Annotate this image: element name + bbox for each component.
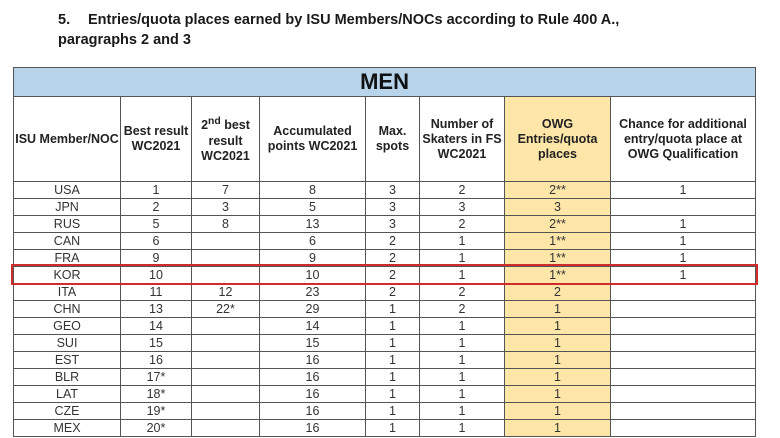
cell-accumulated: 16	[260, 386, 366, 403]
table-row	[14, 301, 756, 318]
cell-skaters: 1	[420, 233, 505, 250]
cell-chance: 1	[611, 182, 756, 199]
table-row	[14, 386, 756, 403]
cell-owg: 1**	[505, 233, 611, 250]
table-row	[14, 369, 756, 386]
cell-skaters: 2	[420, 284, 505, 301]
cell-chance	[611, 369, 756, 386]
col-header-chance: Chance for additional entry/quota place at OWG Qualification	[611, 97, 756, 182]
cell-skaters: 1	[420, 403, 505, 420]
cell-second	[192, 403, 260, 420]
cell-chance	[611, 301, 756, 318]
cell-second	[192, 352, 260, 369]
cell-best: 15	[121, 335, 192, 352]
cell-max-spots: 1	[366, 352, 420, 369]
cell-best: 5	[121, 216, 192, 233]
cell-best: 14	[121, 318, 192, 335]
cell-skaters: 1	[420, 369, 505, 386]
section-heading	[58, 10, 619, 50]
cell-max-spots: 3	[366, 216, 420, 233]
cell-max-spots: 1	[366, 386, 420, 403]
cell-second: 22*	[192, 301, 260, 318]
table-row	[14, 335, 756, 352]
cell-accumulated: 23	[260, 284, 366, 301]
cell-skaters: 3	[420, 199, 505, 216]
table-row	[14, 182, 756, 199]
col-header-accumulated: Accumulated points WC2021	[260, 97, 366, 182]
second-pre: 2	[201, 118, 209, 133]
col-header-skaters: Number of Skaters in FS WC2021	[420, 97, 505, 182]
cell-skaters: 1	[420, 352, 505, 369]
cell-chance: 1	[611, 267, 756, 284]
cell-skaters: 2	[420, 216, 505, 233]
table-body	[14, 182, 756, 437]
cell-max-spots: 1	[366, 403, 420, 420]
cell-owg: 1	[505, 301, 611, 318]
col-header-noc: ISU Member/NOC	[14, 97, 121, 182]
quota-table	[13, 67, 756, 437]
cell-noc: CAN	[14, 233, 121, 250]
cell-max-spots: 2	[366, 284, 420, 301]
cell-best: 1	[121, 182, 192, 199]
cell-noc: CZE	[14, 403, 121, 420]
second-sup: nd	[208, 116, 221, 128]
cell-accumulated: 6	[260, 233, 366, 250]
table-row	[14, 284, 756, 301]
cell-owg: 1	[505, 403, 611, 420]
cell-owg: 2**	[505, 182, 611, 199]
cell-owg: 1**	[505, 267, 611, 284]
cell-second: 12	[192, 284, 260, 301]
table-row	[14, 403, 756, 420]
cell-accumulated: 29	[260, 301, 366, 318]
cell-noc: SUI	[14, 335, 121, 352]
cell-skaters: 1	[420, 420, 505, 437]
table-row	[14, 267, 756, 284]
cell-accumulated: 16	[260, 420, 366, 437]
cell-second	[192, 267, 260, 284]
cell-noc: MEX	[14, 420, 121, 437]
cell-chance	[611, 403, 756, 420]
cell-owg: 1**	[505, 250, 611, 267]
cell-accumulated: 16	[260, 352, 366, 369]
cell-second	[192, 250, 260, 267]
cell-owg: 1	[505, 352, 611, 369]
cell-best: 6	[121, 233, 192, 250]
cell-chance: 1	[611, 216, 756, 233]
cell-chance	[611, 386, 756, 403]
cell-noc: USA	[14, 182, 121, 199]
cell-best: 18*	[121, 386, 192, 403]
cell-second	[192, 386, 260, 403]
section-number: 5.	[58, 12, 71, 28]
cell-accumulated: 9	[260, 250, 366, 267]
cell-accumulated: 10	[260, 267, 366, 284]
cell-chance: 1	[611, 233, 756, 250]
cell-max-spots: 3	[366, 182, 420, 199]
table-row	[14, 216, 756, 233]
heading-line-2: paragraphs 2 and 3	[58, 32, 191, 48]
cell-second	[192, 420, 260, 437]
cell-skaters: 1	[420, 386, 505, 403]
cell-max-spots: 3	[366, 199, 420, 216]
cell-best: 11	[121, 284, 192, 301]
cell-owg: 1	[505, 318, 611, 335]
table-row	[14, 233, 756, 250]
cell-chance	[611, 284, 756, 301]
table-row	[14, 420, 756, 437]
cell-best: 2	[121, 199, 192, 216]
col-header-max-spots: Max. spots	[366, 97, 420, 182]
cell-chance: 1	[611, 250, 756, 267]
cell-skaters: 1	[420, 335, 505, 352]
table-row	[14, 318, 756, 335]
col-header-owg: OWG Entries/quota places	[505, 97, 611, 182]
cell-chance	[611, 420, 756, 437]
cell-owg: 2**	[505, 216, 611, 233]
cell-second	[192, 233, 260, 250]
cell-accumulated: 14	[260, 318, 366, 335]
cell-best: 19*	[121, 403, 192, 420]
cell-chance	[611, 318, 756, 335]
table-row	[14, 199, 756, 216]
table-row	[14, 352, 756, 369]
cell-max-spots: 1	[366, 318, 420, 335]
table-title: MEN	[14, 68, 756, 97]
cell-noc: LAT	[14, 386, 121, 403]
cell-owg: 1	[505, 386, 611, 403]
cell-noc: GEO	[14, 318, 121, 335]
cell-max-spots: 1	[366, 301, 420, 318]
cell-max-spots: 2	[366, 267, 420, 284]
cell-max-spots: 2	[366, 250, 420, 267]
cell-accumulated: 15	[260, 335, 366, 352]
cell-second: 8	[192, 216, 260, 233]
cell-owg: 1	[505, 369, 611, 386]
cell-noc: CHN	[14, 301, 121, 318]
cell-best: 17*	[121, 369, 192, 386]
cell-skaters: 1	[420, 318, 505, 335]
cell-best: 10	[121, 267, 192, 284]
cell-accumulated: 16	[260, 403, 366, 420]
cell-max-spots: 1	[366, 369, 420, 386]
cell-owg: 1	[505, 335, 611, 352]
cell-accumulated: 8	[260, 182, 366, 199]
cell-accumulated: 5	[260, 199, 366, 216]
cell-noc: KOR	[14, 267, 121, 284]
cell-second: 7	[192, 182, 260, 199]
col-header-second	[192, 97, 260, 182]
cell-max-spots: 1	[366, 335, 420, 352]
cell-skaters: 2	[420, 182, 505, 199]
cell-second: 3	[192, 199, 260, 216]
cell-noc: ITA	[14, 284, 121, 301]
cell-skaters: 1	[420, 267, 505, 284]
cell-skaters: 1	[420, 250, 505, 267]
cell-noc: JPN	[14, 199, 121, 216]
cell-owg: 2	[505, 284, 611, 301]
cell-best: 16	[121, 352, 192, 369]
cell-second	[192, 335, 260, 352]
cell-best: 13	[121, 301, 192, 318]
cell-second	[192, 369, 260, 386]
cell-noc: BLR	[14, 369, 121, 386]
cell-best: 9	[121, 250, 192, 267]
table-row	[14, 250, 756, 267]
cell-noc: RUS	[14, 216, 121, 233]
cell-best: 20*	[121, 420, 192, 437]
cell-owg: 1	[505, 420, 611, 437]
cell-max-spots: 2	[366, 233, 420, 250]
cell-noc: FRA	[14, 250, 121, 267]
cell-accumulated: 16	[260, 369, 366, 386]
cell-chance	[611, 352, 756, 369]
col-header-best: Best result WC2021	[121, 97, 192, 182]
cell-chance	[611, 199, 756, 216]
heading-line-1: Entries/quota places earned by ISU Members/NOCs according to Rule 400 A.,	[88, 12, 620, 28]
cell-owg: 3	[505, 199, 611, 216]
cell-second	[192, 318, 260, 335]
cell-accumulated: 13	[260, 216, 366, 233]
cell-chance	[611, 335, 756, 352]
cell-max-spots: 1	[366, 420, 420, 437]
second-post: best result WC2021	[201, 118, 250, 163]
cell-noc: EST	[14, 352, 121, 369]
cell-skaters: 2	[420, 301, 505, 318]
